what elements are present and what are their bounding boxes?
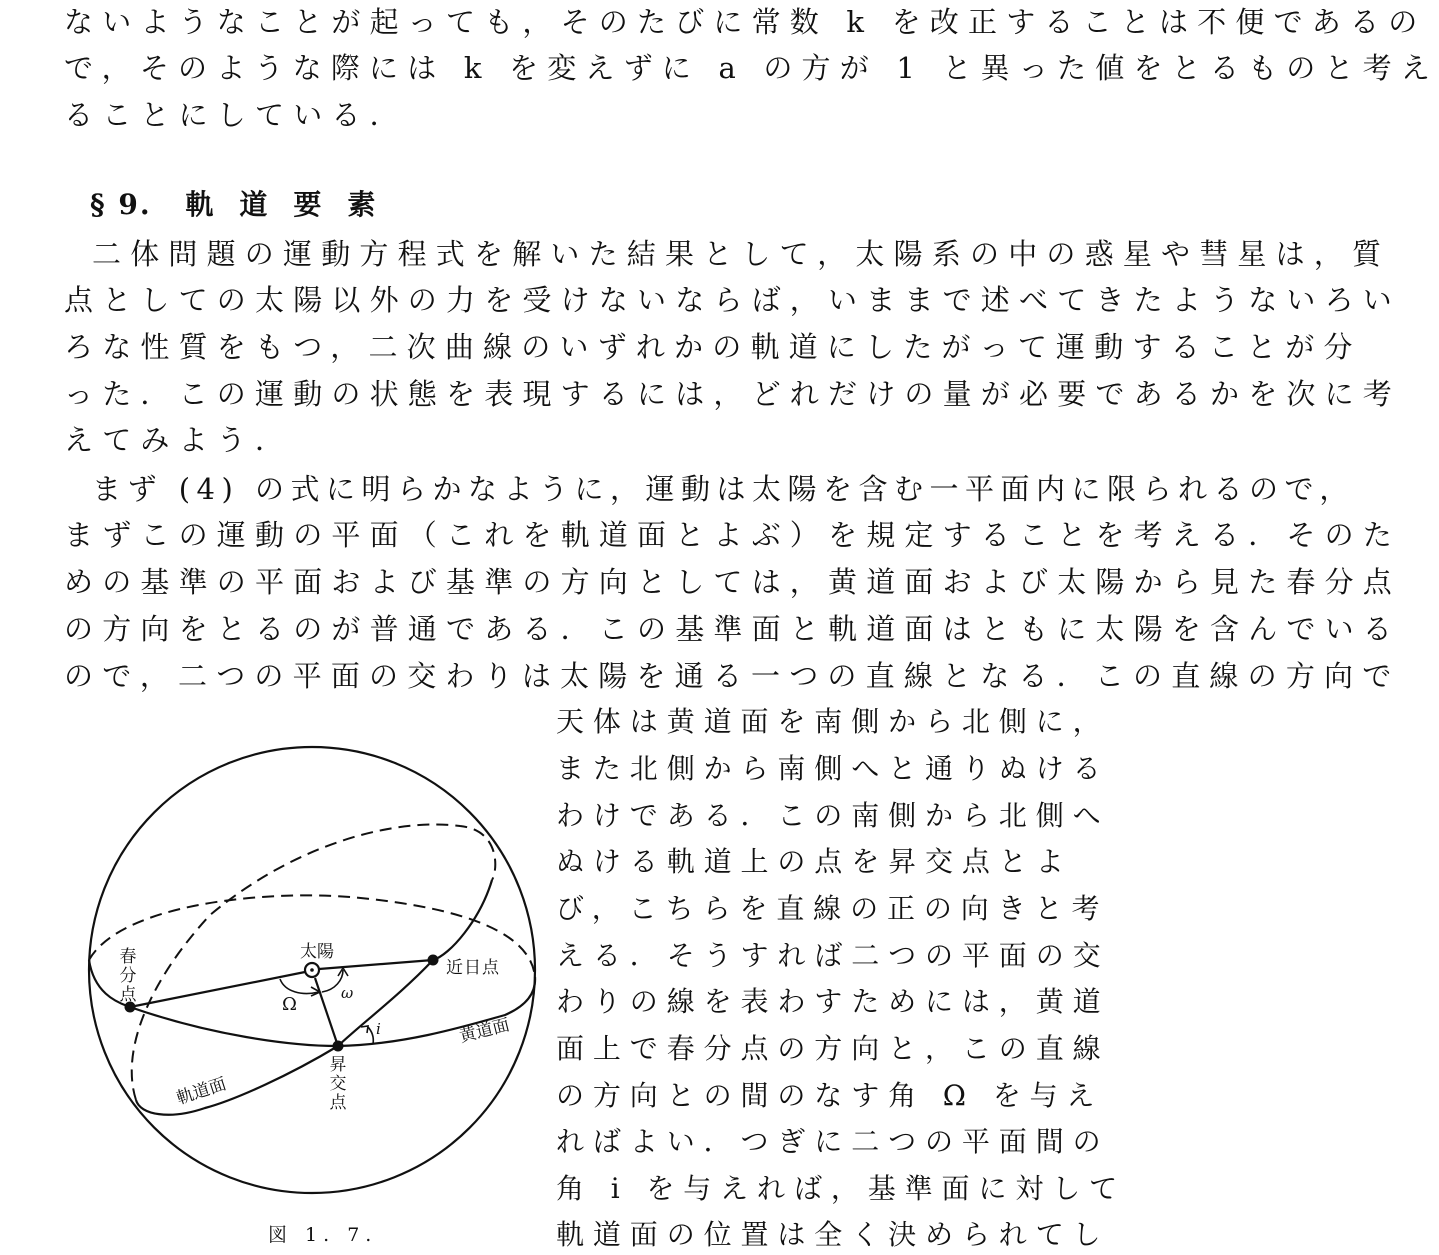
text-line: える．そうすれば二つの平面の交 bbox=[556, 939, 1110, 972]
vernal-equinox-label: 春 分 点 bbox=[119, 947, 137, 1005]
text-line: び，こちらを直線の正の向きと考 bbox=[556, 892, 1109, 925]
section-number: § 9. bbox=[90, 188, 152, 221]
text-line: わりの線を表わすためには，黄道 bbox=[556, 985, 1110, 1018]
text-line: わけである．この南側から北側へ bbox=[556, 799, 1110, 832]
argument-perihelion-symbol: ω bbox=[341, 984, 354, 1002]
text-line: の方向をとるのが普通である．この基準面と軌道面はともに太陽を含んでいる bbox=[64, 612, 1402, 646]
longitude-node-symbol: Ω bbox=[282, 994, 297, 1015]
text-line: ればよい．つぎに二つの平面間の bbox=[556, 1125, 1110, 1158]
text-line: 点としての太陽以外の力を受けないならば，いままで述べてきたようないろい bbox=[64, 283, 1402, 317]
text-line: ることにしている． bbox=[64, 98, 408, 132]
text-line: 軌道面の位置は全く決められてし bbox=[556, 1218, 1110, 1251]
text-line: ないようなことが起っても，そのたびに常数 k を改正することは不便であるの bbox=[64, 5, 1427, 39]
perihelion-point bbox=[428, 955, 439, 966]
inclination-symbol: i bbox=[376, 1020, 381, 1038]
text-line: また北側から南側へと通りぬける bbox=[556, 752, 1110, 785]
text-line: った．この運動の状態を表現するには，どれだけの量が必要であるかを次に考 bbox=[64, 377, 1402, 411]
text-line: 面上で春分点の方向と，この直線 bbox=[556, 1032, 1110, 1065]
ecliptic-plane-label: 黄道面 bbox=[457, 1015, 512, 1047]
sun-to-node-line bbox=[315, 978, 338, 1046]
text-line: 二体問題の運動方程式を解いた結果として，太陽系の中の惑星や彗星は，質 bbox=[92, 237, 1391, 271]
text-line: 天体は黄道面を南側から北側に， bbox=[556, 705, 1110, 738]
sun-symbol-center bbox=[310, 968, 314, 972]
ascending-node-label: 昇 交 点 bbox=[329, 1055, 347, 1113]
figure-orbital-elements bbox=[60, 730, 560, 1250]
section-heading bbox=[90, 185, 401, 225]
omega-angle-arc bbox=[280, 979, 319, 993]
sun-to-perihelion-line bbox=[319, 960, 433, 969]
sun-label: 太陽 bbox=[300, 942, 334, 962]
text-line: まずこの運動の平面（これを軌道面とよぶ）を規定することを考える．そのた bbox=[64, 518, 1402, 552]
text-line: の方向との間のなす角 Ω を与え bbox=[556, 1079, 1104, 1112]
figure-caption: 図 1. 7. bbox=[268, 1224, 378, 1246]
text-line: えてみよう． bbox=[64, 423, 294, 457]
perihelion-label: 近日点 bbox=[446, 958, 500, 978]
text-line: で，そのような際には k を変えずに a の方が 1 と異った値をとるものと考え bbox=[64, 51, 1439, 85]
ascending-node-point bbox=[333, 1041, 344, 1052]
orbital-plane-label: 軌道面 bbox=[174, 1074, 229, 1109]
text-line: ぬける軌道上の点を昇交点とよ bbox=[556, 845, 1073, 878]
text-line: めの基準の平面および基準の方向としては，黄道面および太陽から見た春分点 bbox=[64, 565, 1402, 599]
text-line: ので，二つの平面の交わりは太陽を通る一つの直線となる．この直線の方向で bbox=[64, 659, 1401, 693]
text-line: まず (4) の式に明らかなように，運動は太陽を含む一平面内に限られるので， bbox=[92, 472, 1355, 506]
text-line: 角 i を与えれば，基準面に対して bbox=[556, 1172, 1127, 1205]
orbit-near-arc bbox=[136, 880, 492, 1115]
section-title: 軌道要素 bbox=[185, 188, 402, 221]
text-line: ろな性質をもつ，二次曲線のいずれかの軌道にしたがって運動することが分 bbox=[64, 330, 1362, 364]
